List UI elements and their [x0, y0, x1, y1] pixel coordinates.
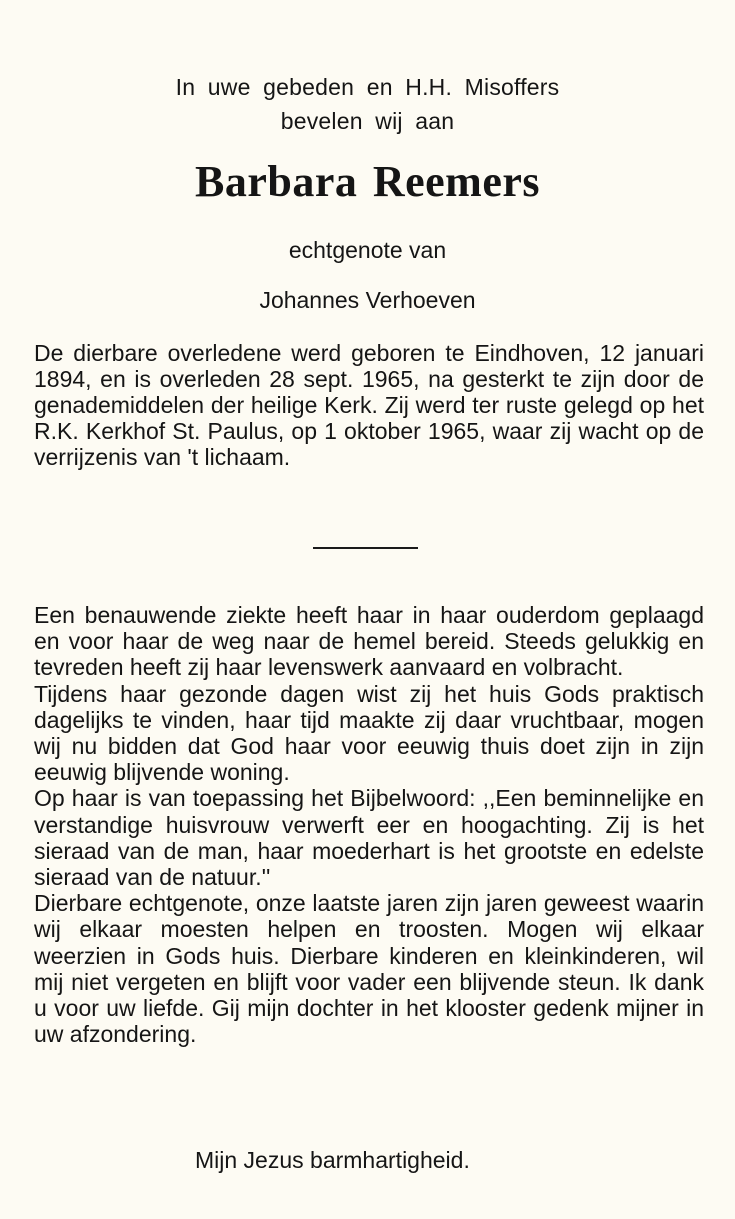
- divider-line: [313, 547, 418, 549]
- paragraph-bible-quote: Op haar is van toepassing het Bijbelwoord: ,,Een beminnelijke en verstandige huisvrouw verwerft eer en hoogachting. Zij is het sieraad van de man, haar moederhart is het grootste en edelste sieraad van de natuur.'': [34, 785, 704, 891]
- deceased-name: Barbara Reemers: [194, 157, 541, 206]
- intro-line-2: bevelen wij aan: [280, 108, 455, 134]
- paragraph-church: Tijdens haar gezonde dagen wist zij het huis Gods praktisch dagelijks te vinden, haar tijd maakte zij daar vruchtbaar, mogen wij nu bidden dat God haar voor eeuwig thuis doet zijn in zijn eeuwig blijvende woning.: [34, 680, 704, 786]
- intro-text: [0, 70, 735, 138]
- intro-line-1: In uwe gebeden en H.H. Misoffers: [175, 74, 560, 100]
- spouse-intro: echtgenote van: [288, 237, 447, 263]
- paragraph-illness: Een benauwende ziekte heeft haar in haar ouderdom geplaagd en voor haar de weg naar de hemel bereid. Steeds gelukkig en tevreden heeft zij haar levenswerk aanvaard en volbracht.: [34, 602, 704, 681]
- paragraph-farewell: Dierbare echtgenote, onze laatste jaren zijn jaren geweest waarin wij elkaar moesten helpen en troosten. Mogen wij elkaar weerzien in Gods huis. Dierbare kinderen en kleinkinderen, wil mij niet vergeten en blijft voor vader een blijvende steun. Ik dank u voor uw liefde. Gij mijn dochter in het klooster gedenk mijner in uw afzondering.: [34, 890, 704, 1048]
- closing-prayer: Mijn Jezus barmhartigheid.: [195, 1147, 470, 1173]
- biography-text: De dierbare overledene werd geboren te Eindhoven, 12 januari 1894, en is overleden 28 sept. 1965, na gesterkt te zijn door de genademiddelen der heilige Kerk. Zij werd ter ruste gelegd op het R.K. Kerkhof St. Paulus, op 1 oktober 1965, waar zij wacht op de verrijzenis van 't lichaam.: [34, 340, 704, 470]
- biography-paragraph: [34, 340, 704, 470]
- spouse-name: Johannes Verhoeven: [259, 287, 476, 313]
- memorial-text: [34, 602, 704, 1047]
